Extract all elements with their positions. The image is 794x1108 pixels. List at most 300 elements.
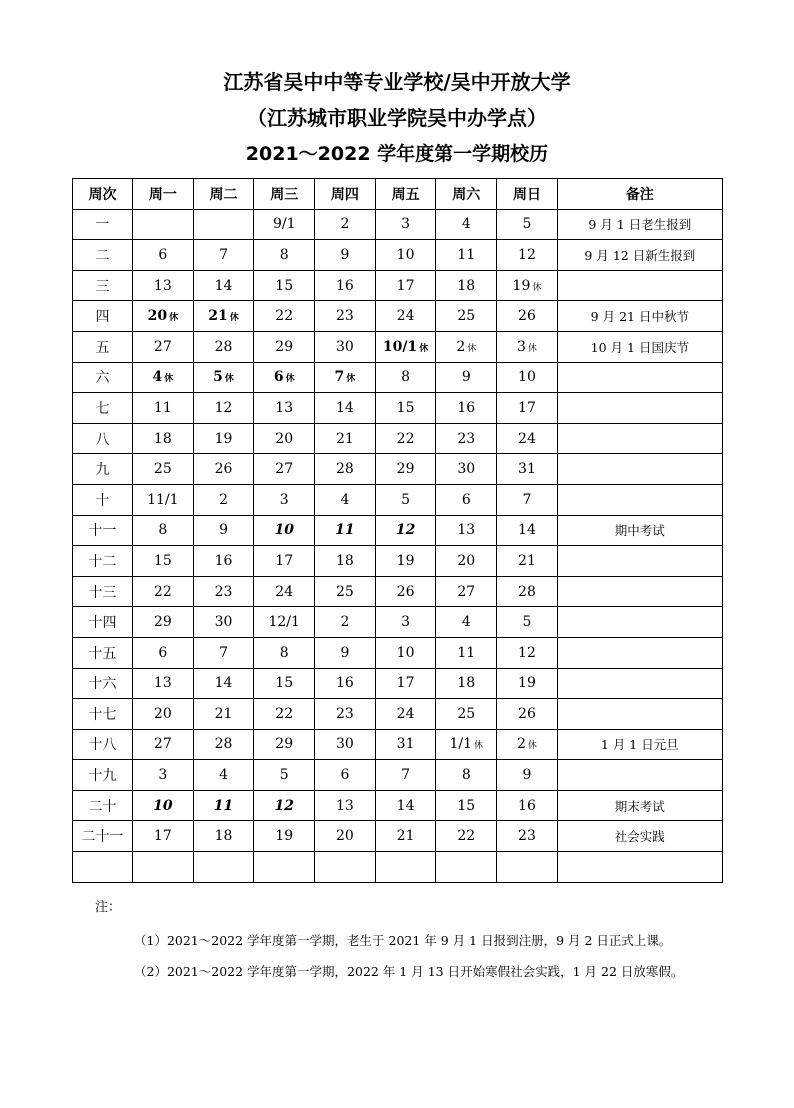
- day-value: 12: [518, 246, 536, 263]
- day-cell: [436, 362, 497, 393]
- day-value: 17: [518, 399, 536, 416]
- day-cell: [315, 362, 376, 393]
- day-value: 21: [208, 308, 228, 325]
- day-cell: [254, 699, 315, 730]
- day-cell: [133, 760, 194, 791]
- day-value: 26: [214, 461, 233, 478]
- notes-label: 注：: [95, 900, 122, 915]
- day-value: 7: [334, 369, 345, 386]
- day-cell: [193, 637, 254, 668]
- day-value: 10: [396, 644, 415, 661]
- day-value: 29: [275, 338, 294, 355]
- day-value: 11: [153, 399, 172, 416]
- day-value: 9: [461, 369, 471, 386]
- day-cell: [375, 209, 436, 240]
- week-number: 十六: [73, 668, 133, 699]
- day-value: 24: [518, 430, 536, 447]
- day-cell: [375, 821, 436, 852]
- day-value: 28: [214, 338, 233, 355]
- day-value: 11/1: [147, 491, 179, 508]
- week-number: 二十: [73, 790, 133, 821]
- day-cell: [497, 301, 558, 332]
- table-row: [73, 668, 723, 699]
- remark-cell: 10 月 1 日国庆节: [557, 331, 722, 362]
- week-number: 九: [73, 454, 133, 485]
- day-value: 23: [518, 828, 536, 845]
- day-cell: [315, 790, 376, 821]
- holiday-mark: 休: [285, 374, 295, 385]
- day-cell: [254, 668, 315, 699]
- day-cell: [436, 607, 497, 638]
- day-cell: [436, 515, 497, 546]
- day-cell: [375, 790, 436, 821]
- day-cell: [497, 454, 558, 485]
- calendar-heading: 2021～2022 学年度第一学期校历: [245, 143, 549, 165]
- day-cell: [315, 484, 376, 515]
- day-value: 29: [396, 461, 415, 478]
- holiday-mark: 休: [419, 343, 429, 354]
- remark-cell: 9 月 12 日新生报到: [557, 240, 722, 271]
- day-value: 26: [396, 583, 415, 600]
- day-value: 1/1: [449, 736, 473, 753]
- day-value: 18: [457, 277, 476, 294]
- day-value: 30: [335, 338, 354, 355]
- day-cell: [375, 852, 436, 883]
- day-value: 4: [461, 216, 471, 233]
- day-value: 4: [461, 614, 471, 631]
- calendar-title: [0, 64, 794, 172]
- day-value: 21: [396, 828, 415, 845]
- day-cell: [254, 393, 315, 424]
- day-cell: [375, 301, 436, 332]
- day-cell: [436, 852, 497, 883]
- day-value: 22: [275, 308, 294, 325]
- day-cell: [375, 637, 436, 668]
- day-value: 16: [518, 797, 536, 814]
- day-cell: [497, 852, 558, 883]
- day-value: 16: [335, 675, 354, 692]
- week-number: [73, 852, 133, 883]
- week-number: 十二: [73, 546, 133, 577]
- header-wed: 周三: [254, 179, 315, 210]
- day-cell: [436, 576, 497, 607]
- day-cell: [133, 821, 194, 852]
- day-value: 3: [401, 614, 411, 631]
- day-cell: [315, 209, 376, 240]
- table-row: [73, 576, 723, 607]
- day-value: 8: [461, 767, 471, 784]
- day-value: 3: [158, 767, 168, 784]
- day-value: 10: [153, 797, 173, 814]
- day-cell: [497, 790, 558, 821]
- day-cell: [497, 362, 558, 393]
- day-cell: [254, 331, 315, 362]
- day-cell: [315, 240, 376, 271]
- day-value: 7: [401, 767, 411, 784]
- day-cell: [375, 393, 436, 424]
- day-value: 25: [335, 583, 354, 600]
- day-value: 8: [158, 522, 168, 539]
- day-value: 20: [457, 552, 476, 569]
- day-value: 21: [214, 705, 233, 722]
- day-cell: [193, 331, 254, 362]
- day-cell: [436, 637, 497, 668]
- day-cell: [436, 760, 497, 791]
- day-cell: [193, 484, 254, 515]
- remark-cell: [557, 576, 722, 607]
- day-cell: [254, 454, 315, 485]
- day-cell: [375, 515, 436, 546]
- remark-cell: 9 月 1 日老生报到: [557, 209, 722, 240]
- day-value: 13: [457, 522, 476, 539]
- day-value: 20: [335, 828, 354, 845]
- header-fri: 周五: [375, 179, 436, 210]
- week-number: 十一: [73, 515, 133, 546]
- day-cell: [497, 760, 558, 791]
- day-cell: [436, 790, 497, 821]
- table-row: [73, 607, 723, 638]
- day-cell: [133, 270, 194, 301]
- day-value: 22: [396, 430, 415, 447]
- day-cell: [254, 362, 315, 393]
- remark-cell: [557, 362, 722, 393]
- day-value: 9: [340, 246, 350, 263]
- header-remark: 备注: [557, 179, 722, 210]
- day-cell: [193, 729, 254, 760]
- day-cell: [436, 546, 497, 577]
- day-value: 16: [214, 552, 233, 569]
- week-number: 四: [73, 301, 133, 332]
- holiday-mark: 休: [229, 313, 239, 324]
- day-cell: [193, 362, 254, 393]
- day-cell: [375, 668, 436, 699]
- header-mon: 周一: [133, 179, 194, 210]
- day-cell: [254, 301, 315, 332]
- day-cell: [254, 240, 315, 271]
- day-value: 6: [158, 246, 168, 263]
- table-row: [73, 362, 723, 393]
- day-value: 23: [335, 705, 354, 722]
- day-cell: [133, 331, 194, 362]
- day-value: 17: [396, 277, 415, 294]
- week-number: 一: [73, 209, 133, 240]
- day-value: 11: [457, 644, 476, 661]
- day-value: 16: [335, 277, 354, 294]
- table-row: [73, 699, 723, 730]
- day-cell: [497, 515, 558, 546]
- remark-cell: [557, 423, 722, 454]
- day-value: 24: [396, 705, 415, 722]
- table-row: [73, 790, 723, 821]
- day-value: 21: [518, 552, 536, 569]
- day-value: 9: [340, 644, 350, 661]
- day-value: 14: [518, 522, 536, 539]
- day-cell: [315, 331, 376, 362]
- table-row: [73, 637, 723, 668]
- remark-cell: 1 月 1 日元旦: [557, 729, 722, 760]
- day-cell: [254, 760, 315, 791]
- day-cell: [133, 301, 194, 332]
- note-item-1: （1）2021～2022 学年度第一学期，老生于 2021 年 9 月 1 日报到注册，9 月 2 日正式上课。: [134, 933, 672, 948]
- day-cell: [315, 515, 376, 546]
- holiday-mark: 休: [527, 343, 537, 354]
- remark-cell: [557, 699, 722, 730]
- day-value: 6: [340, 767, 350, 784]
- day-cell: [497, 699, 558, 730]
- day-cell: [193, 852, 254, 883]
- day-cell: [254, 546, 315, 577]
- week-number: 十八: [73, 729, 133, 760]
- day-cell: [436, 301, 497, 332]
- day-value: 7: [219, 246, 228, 263]
- week-number: 十四: [73, 607, 133, 638]
- day-cell: [436, 270, 497, 301]
- table-row: [73, 209, 723, 240]
- day-value: 24: [396, 308, 415, 325]
- day-cell: [254, 484, 315, 515]
- day-value: 29: [153, 614, 172, 631]
- table-row: [73, 484, 723, 515]
- holiday-mark: 休: [224, 374, 234, 385]
- day-value: 9: [219, 522, 228, 539]
- day-value: 11: [457, 246, 476, 263]
- day-cell: [315, 546, 376, 577]
- day-cell: [436, 240, 497, 271]
- header-thu: 周四: [315, 179, 376, 210]
- week-number: 十七: [73, 699, 133, 730]
- day-cell: [497, 209, 558, 240]
- day-cell: [193, 454, 254, 485]
- day-cell: [497, 270, 558, 301]
- day-cell: [193, 546, 254, 577]
- remark-cell: [557, 852, 722, 883]
- day-cell: [193, 240, 254, 271]
- day-cell: [497, 393, 558, 424]
- day-cell: [375, 331, 436, 362]
- day-value: 27: [153, 338, 172, 355]
- day-cell: [436, 454, 497, 485]
- header-sun: 周日: [497, 179, 558, 210]
- day-value: 18: [335, 552, 354, 569]
- header-tue: 周二: [193, 179, 254, 210]
- day-value: 22: [275, 705, 294, 722]
- remark-cell: 9 月 21 日中秋节: [557, 301, 722, 332]
- day-cell: [193, 393, 254, 424]
- day-cell: [375, 546, 436, 577]
- day-value: 9: [522, 767, 532, 784]
- day-cell: [436, 668, 497, 699]
- day-value: 6: [273, 369, 284, 386]
- school-name: 江苏省吴中中等专业学校/吴中开放大学: [223, 70, 571, 94]
- day-cell: [254, 729, 315, 760]
- table-row: [73, 240, 723, 271]
- day-value: 3: [279, 491, 289, 508]
- day-cell: [375, 699, 436, 730]
- table-row: [73, 821, 723, 852]
- day-value: 18: [153, 430, 172, 447]
- table-row: [73, 393, 723, 424]
- day-cell: [497, 821, 558, 852]
- table-row: [73, 270, 723, 301]
- day-cell: [375, 270, 436, 301]
- day-value: 20: [153, 705, 172, 722]
- day-cell: [193, 607, 254, 638]
- day-value: 8: [279, 246, 289, 263]
- day-cell: [133, 576, 194, 607]
- day-value: 6: [158, 644, 168, 661]
- day-cell: [436, 209, 497, 240]
- day-value: 15: [275, 675, 294, 692]
- calendar-body: [73, 209, 723, 882]
- day-value: 18: [457, 675, 476, 692]
- day-cell: [133, 209, 194, 240]
- day-value: 11: [213, 797, 234, 814]
- day-cell: [375, 423, 436, 454]
- day-value: 28: [214, 736, 233, 753]
- day-cell: [315, 393, 376, 424]
- table-row: [73, 546, 723, 577]
- day-value: 12/1: [268, 614, 300, 631]
- week-number: 三: [73, 270, 133, 301]
- day-cell: [436, 821, 497, 852]
- day-value: 29: [275, 736, 294, 753]
- day-cell: [133, 607, 194, 638]
- holiday-mark: 休: [346, 374, 356, 385]
- day-value: 12: [518, 644, 536, 661]
- day-cell: [315, 852, 376, 883]
- school-subtitle: （江苏城市职业学院吴中办学点）: [247, 106, 547, 130]
- day-cell: [375, 362, 436, 393]
- day-cell: [436, 331, 497, 362]
- day-value: 28: [335, 461, 354, 478]
- remark-cell: [557, 454, 722, 485]
- day-value: 22: [457, 828, 476, 845]
- day-cell: [497, 576, 558, 607]
- day-cell: [375, 576, 436, 607]
- week-number: 二十一: [73, 821, 133, 852]
- day-value: 30: [214, 614, 233, 631]
- week-number: 十五: [73, 637, 133, 668]
- day-value: 13: [335, 797, 354, 814]
- day-value: 10: [396, 246, 415, 263]
- day-value: 23: [214, 583, 233, 600]
- holiday-mark: 休: [164, 374, 174, 385]
- day-value: 10: [518, 369, 536, 386]
- day-cell: [375, 240, 436, 271]
- table-row: [73, 515, 723, 546]
- table-row: [73, 331, 723, 362]
- day-value: 5: [279, 767, 289, 784]
- day-value: 31: [396, 736, 415, 753]
- day-cell: [133, 240, 194, 271]
- day-value: 23: [335, 308, 354, 325]
- day-value: 28: [518, 583, 536, 600]
- day-value: 20: [147, 308, 168, 325]
- day-cell: [133, 393, 194, 424]
- remark-cell: [557, 607, 722, 638]
- day-value: 3: [517, 338, 526, 355]
- day-cell: [497, 668, 558, 699]
- day-value: 27: [153, 736, 172, 753]
- day-value: 7: [522, 491, 532, 508]
- day-cell: [254, 790, 315, 821]
- day-value: 2: [340, 216, 350, 233]
- week-number: 五: [73, 331, 133, 362]
- day-value: 24: [275, 583, 294, 600]
- day-value: 16: [457, 399, 476, 416]
- day-cell: [193, 515, 254, 546]
- day-value: 2: [456, 338, 466, 355]
- day-value: 5: [522, 614, 532, 631]
- day-cell: [254, 209, 315, 240]
- day-cell: [315, 668, 376, 699]
- remark-cell: [557, 637, 722, 668]
- day-cell: [315, 760, 376, 791]
- day-cell: [436, 699, 497, 730]
- table-row: [73, 852, 723, 883]
- remark-cell: [557, 484, 722, 515]
- day-value: 12: [395, 522, 416, 539]
- day-value: 19: [214, 430, 233, 447]
- day-cell: [436, 729, 497, 760]
- remark-cell: 社会实践: [557, 821, 722, 852]
- day-cell: [315, 821, 376, 852]
- day-cell: [133, 729, 194, 760]
- day-cell: [193, 699, 254, 730]
- day-cell: [375, 484, 436, 515]
- day-value: 14: [214, 277, 233, 294]
- day-cell: [254, 852, 315, 883]
- week-number: 七: [73, 393, 133, 424]
- day-value: 14: [335, 399, 354, 416]
- day-value: 22: [153, 583, 172, 600]
- day-value: 25: [457, 308, 476, 325]
- day-cell: [436, 484, 497, 515]
- day-cell: [193, 576, 254, 607]
- day-value: 5: [401, 491, 411, 508]
- day-value: 6: [461, 491, 471, 508]
- day-value: 12: [214, 399, 233, 416]
- day-cell: [254, 607, 315, 638]
- day-cell: [193, 270, 254, 301]
- day-value: 21: [335, 430, 354, 447]
- day-cell: [254, 423, 315, 454]
- day-value: 25: [457, 705, 476, 722]
- day-cell: [133, 637, 194, 668]
- day-value: 2: [517, 736, 526, 753]
- table-row: [73, 454, 723, 485]
- day-cell: [436, 423, 497, 454]
- day-value: 4: [219, 767, 228, 784]
- day-cell: [193, 760, 254, 791]
- day-value: 2: [340, 614, 350, 631]
- day-cell: [193, 209, 254, 240]
- day-value: 19: [512, 277, 531, 294]
- day-cell: [315, 607, 376, 638]
- day-value: 14: [214, 675, 233, 692]
- day-value: 4: [152, 369, 163, 386]
- note-item-2: （2）2021～2022 学年度第一学期，2022 年 1 月 13 日开始寒假社会实践，1 月 22 日放寒假。: [134, 964, 684, 979]
- day-cell: [193, 423, 254, 454]
- day-cell: [375, 760, 436, 791]
- day-cell: [315, 576, 376, 607]
- table-row: [73, 301, 723, 332]
- day-value: 30: [457, 461, 476, 478]
- day-value: 20: [275, 430, 294, 447]
- day-cell: [315, 729, 376, 760]
- day-value: 30: [335, 736, 354, 753]
- day-cell: [315, 454, 376, 485]
